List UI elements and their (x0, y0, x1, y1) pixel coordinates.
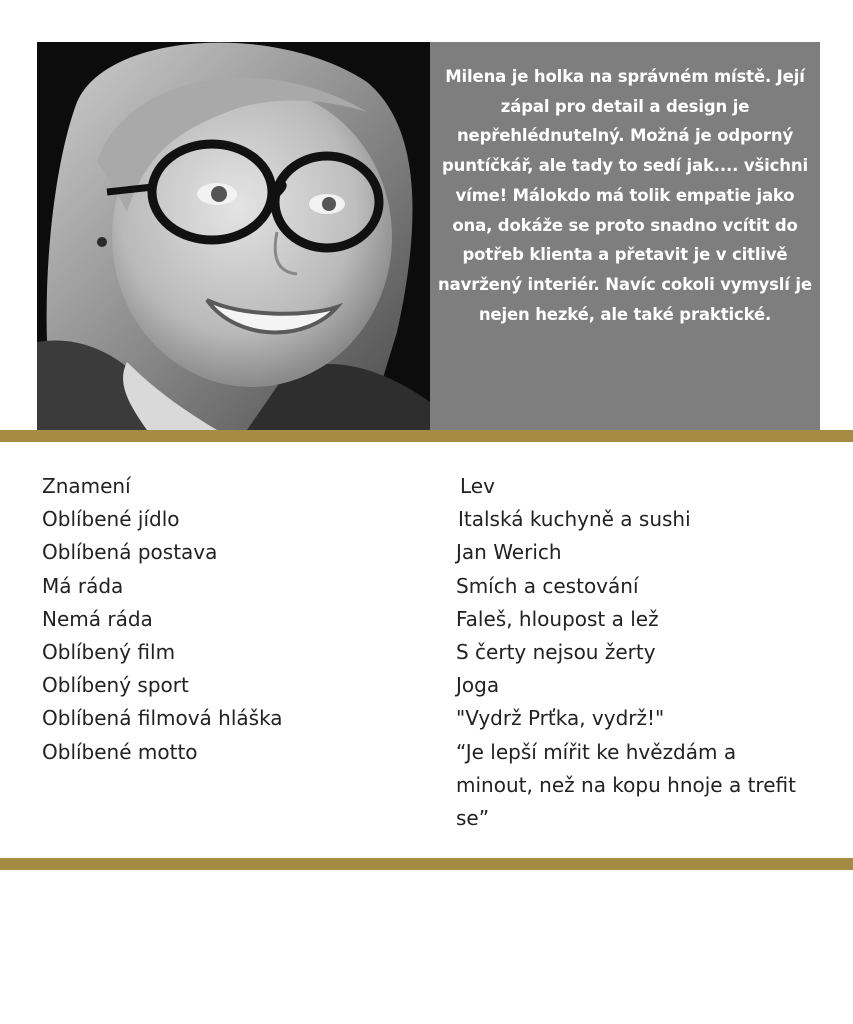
fact-row-nema-rada (42, 603, 822, 636)
portrait-photo (37, 42, 430, 430)
fact-value: Italská kuchyně a sushi (458, 507, 691, 532)
fact-row-hlaska (42, 702, 822, 735)
bio-panel (430, 42, 820, 430)
fact-label: Nemá ráda (42, 606, 153, 631)
fact-label: Oblíbený film (42, 640, 176, 665)
fact-row-jidlo (42, 503, 822, 536)
fact-value: Smích a cestování (456, 573, 639, 598)
bottom-divider (0, 858, 853, 870)
fact-value: S čerty nejsou žerty (456, 640, 656, 665)
bio-text: Milena je holka na správném místě. Její zápal pro detail a design je nepřehlédnutelný. Možná je odporný puntíčkář, ale tady to sedí jak.... všichni víme! Málokdo má tolik empatie jako ona, dokáže se proto snadno vcítit do potřeb klienta a přetavit je v citlivě navržený interiér. Navíc cokoli vymyslí je nejen hezké, ale také praktické. (438, 67, 812, 324)
fact-row-postava (42, 536, 822, 569)
fact-label: Oblíbené jídlo (42, 507, 180, 532)
fact-value: “Je lepší mířit ke hvězdám a minout, než na kopu hnoje a trefit se” (456, 739, 796, 831)
fact-value: Faleš, hloupost a lež (456, 606, 659, 631)
fact-value: Jan Werich (456, 540, 562, 565)
fact-label: Oblíbené motto (42, 739, 198, 764)
fact-value: "Vydrž Prťka, vydrž!" (456, 706, 665, 731)
fact-label: Oblíbený sport (42, 673, 189, 698)
fact-row-film (42, 636, 822, 669)
fact-label: Oblíbená postava (42, 540, 218, 565)
fact-row-znameni (42, 470, 822, 503)
fact-label: Má ráda (42, 573, 124, 598)
fact-label: Znamení (42, 474, 131, 498)
top-divider (0, 430, 853, 442)
fact-row-motto (42, 736, 822, 836)
fact-value: Lev (460, 474, 495, 498)
fact-row-sport (42, 669, 822, 702)
fact-value: Joga (456, 673, 500, 698)
facts-list (42, 470, 822, 835)
fact-row-ma-rada (42, 570, 822, 603)
fact-label: Oblíbená filmová hláška (42, 706, 283, 731)
